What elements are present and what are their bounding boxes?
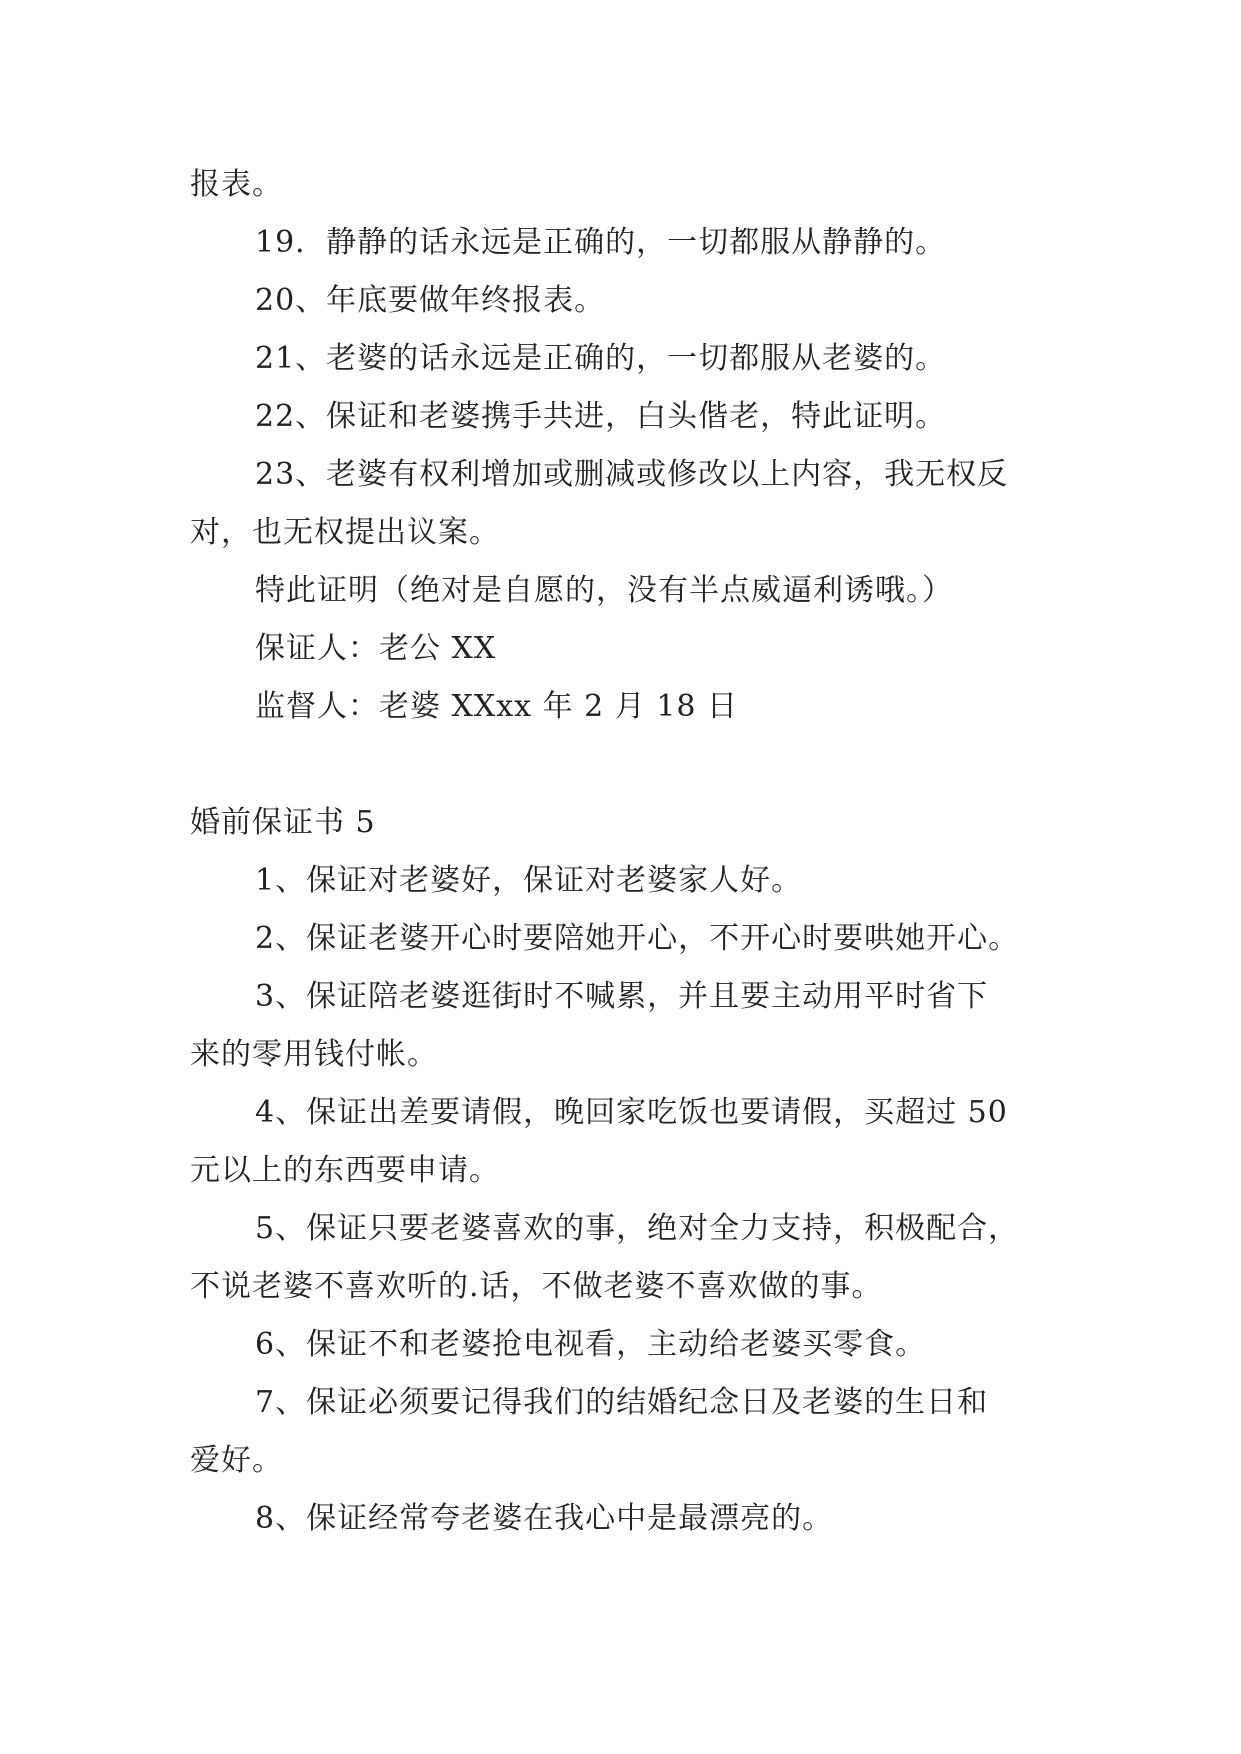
section-title: 婚前保证书 5 [190,805,376,840]
section-gap [190,736,1050,794]
paragraph-line: 来的零用钱付帐。 [190,1037,438,1072]
paragraph-line: 19．静静的话永远是正确的，一切都服从静静的。 [255,225,947,260]
paragraph-line: 爱好。 [190,1443,283,1478]
paragraph-line: 8、保证经常夸老婆在我心中是最漂亮的。 [255,1501,834,1536]
paragraph-line: 2、保证老婆开心时要陪她开心，不开心时要哄她开心。 [255,921,1020,956]
paragraph-line: 23、老婆有权利增加或删减或修改以上内容，我无权反 [255,457,1009,492]
paragraph-line: 6、保证不和老婆抢电视看，主动给老婆买零食。 [255,1327,927,1362]
paragraph-line: 1、保证对老婆好，保证对老婆家人好。 [255,863,803,898]
previous-section [190,156,1050,736]
document-body [190,156,1050,1548]
paragraph-line: 22、保证和老婆携手共进，白头偕老，特此证明。 [255,399,947,434]
paragraph-line: 不说老婆不喜欢听的.话，不做老婆不喜欢做的事。 [190,1269,883,1304]
guarantor-line: 保证人：老公 XX [255,631,497,666]
paragraph-line: 7、保证必须要记得我们的结婚纪念日及老婆的生日和 [255,1385,989,1420]
paragraph-line: 5、保证只要老婆喜欢的事，绝对全力支持，积极配合， [255,1211,1020,1246]
paragraph-line: 20、年底要做年终报表。 [255,283,606,318]
paragraph-line: 报表。 [190,167,283,202]
paragraph-line: 21、老婆的话永远是正确的，一切都服从老婆的。 [255,341,947,376]
paragraph-line: 元以上的东西要申请。 [190,1153,500,1188]
paragraph-line: 特此证明（绝对是自愿的，没有半点威逼利诱哦。） [255,573,953,608]
section-5 [190,794,1050,1548]
paragraph-line: 4、保证出差要请假，晚回家吃饭也要请假，买超过 50 [255,1095,1008,1130]
paragraph-line: 3、保证陪老婆逛街时不喊累，并且要主动用平时省下 [255,979,989,1014]
supervisor-line: 监督人：老婆 XXxx 年 2 月 18 日 [255,689,739,724]
paragraph-line: 对，也无权提出议案。 [190,515,500,550]
